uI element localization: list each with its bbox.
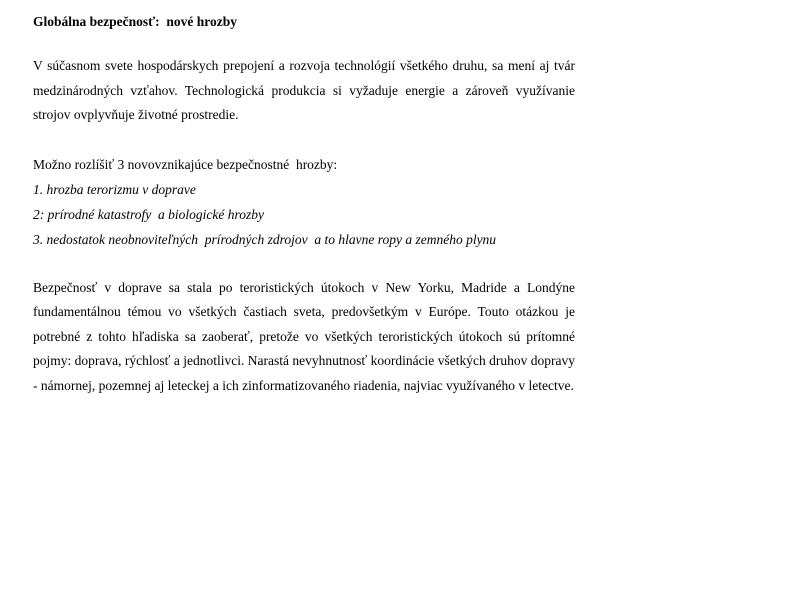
document-title: Globálna bezpečnosť: nové hrozby [33,14,238,29]
transport-security-paragraph: Bezpečnosť v doprave sa stala po teroristických útokoch v New Yorku, Madride a Londýne fundamentálnou témou vo všetkých častiach sveta, predovšetkým v Európe. Touto otázkou je potrebné z tohto hľadiska sa zaoberať, pretože vo všetkých teroristických útokoch sú prítomné pojmy: doprava, rýchlosť a jednotlivci. Narastá nevyhnutnosť koordinácie všetkých druhov dopravy - námornej, pozemnej aj leteckej a ich zinformatizovaného riadenia, najviac využívaného v letectve. [33,279,575,393]
threat-item-2: 2: prírodné katastrofy a biologické hrozby [33,206,264,222]
threats-list [33,177,575,252]
paragraph-spacer [33,252,575,276]
threat-item-3: 3. nedostatok neobnoviteľných prírodných zdrojov a to hlavne ropy a zemného plynu [33,231,497,247]
paragraph-spacer [33,128,575,152]
threats-intro: Možno rozlíšiť 3 novovznikajúce bezpečnostné hrozby: [33,156,338,172]
document-body [33,13,575,398]
intro-paragraph: V súčasnom svete hospodárskych prepojení a rozvoja technológií všetkého druhu, sa mení aj tvár medzinárodných vzťahov. Technologická produkcia si vyžaduje energie a zároveň využívanie strojov ovplyvňuje životné prostredie. [33,58,575,122]
threat-item-1: 1. hrozba terorizmu v doprave [33,181,196,197]
